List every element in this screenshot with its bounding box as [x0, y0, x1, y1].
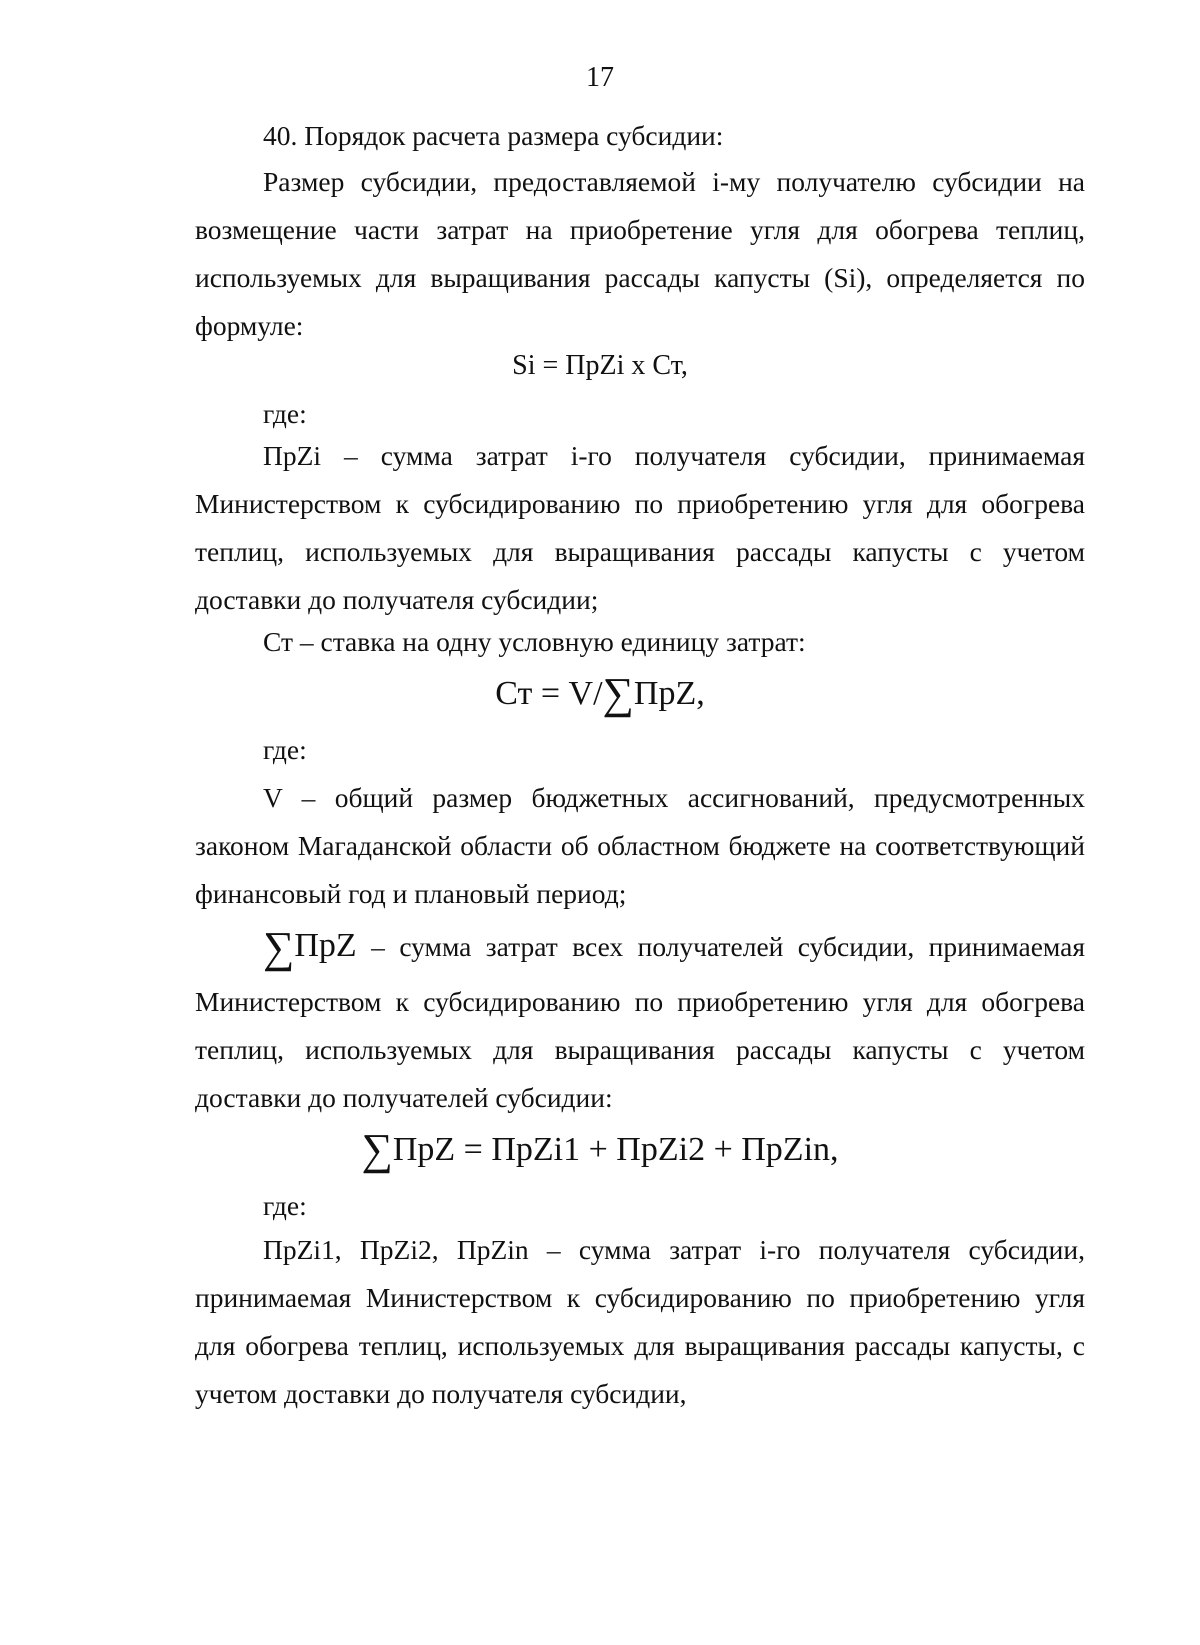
sum-symbol: ∑	[361, 1125, 393, 1174]
sum-prz-definition-rest: Министерством к субсидированию по приобретению угля для обогрева теплиц, используемых для выращивания рассады капусты с учетом доставки до получателей субсидии:	[195, 986, 1085, 1113]
section-heading: 40. Порядок расчета размера субсидии:	[263, 120, 724, 151]
page-number: 17	[586, 62, 614, 93]
formula-si: Si = ПрZi x Ст,	[512, 350, 688, 381]
sum-symbol: ∑	[263, 923, 295, 972]
sum-prz-label: ПрZ	[294, 927, 357, 964]
przi-list-definition-paragraph: ПрZi1, ПрZi2, ПрZin – сумма затрат i-го получателя субсидии, принимаемая Министерством к субсидированию по приобретению угля для обогрева теплиц, используемых для выращивания рассады капусты, с учетом доставки до получателя субсидии,	[195, 1234, 1085, 1409]
formula-st-left: Ст = V/	[495, 675, 603, 712]
st-definition-paragraph: Ст – ставка на одну условную единицу затрат:	[263, 626, 806, 657]
formula-sum-expr: ПрZ = ПрZi1 + ПрZi2 + ПрZin,	[392, 1131, 839, 1168]
sum-prz-definition-first-line	[263, 922, 1085, 972]
where-label-3: где:	[263, 1190, 307, 1221]
intro-paragraph: Размер субсидии, предоставляемой i-му получателю субсидии на возмещение части затрат на приобретение угля для обогрева теплиц, используемых для выращивания рассады капусты (Si), определяется по формуле:	[195, 166, 1085, 341]
formula-st	[0, 668, 1200, 720]
przi-definition-paragraph: ПрZi – сумма затрат i-го получателя субсидии, принимаемая Министерством к субсидированию по приобретению угля для обогрева теплиц, используемых для выращивания рассады капусты с учетом доставки до получателя субсидии;	[195, 440, 1085, 615]
sum-prz-symbol	[263, 923, 357, 972]
formula-sum-prz	[0, 1124, 1200, 1176]
sum-prz-definition-text: – сумма затрат всех получателей субсидии, принимаемая	[356, 931, 1085, 962]
sum-symbol: ∑	[602, 669, 634, 718]
v-definition-paragraph: V – общий размер бюджетных ассигнований, предусмотренных законом Магаданской области об областном бюджете на соответствующий финансовый год и плановый период;	[195, 782, 1085, 909]
formula-st-right: ПрZ,	[633, 675, 705, 712]
where-label-1: где:	[263, 398, 307, 429]
where-label-2: где:	[263, 734, 307, 765]
